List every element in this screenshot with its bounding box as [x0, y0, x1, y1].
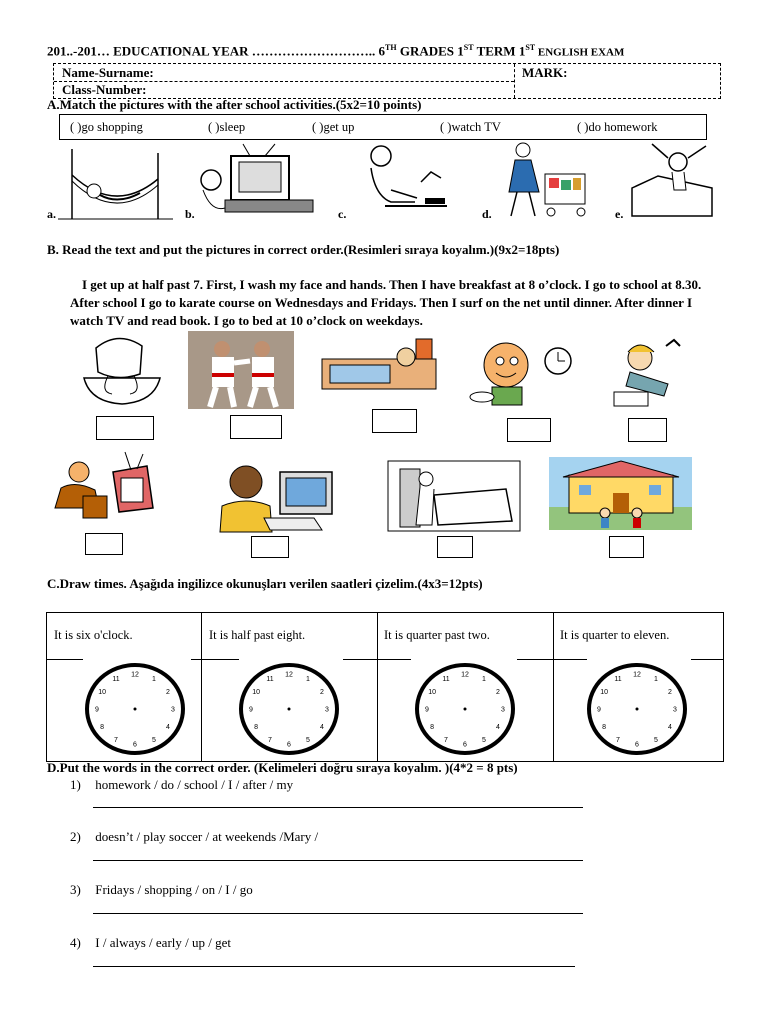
clock-number: 12: [633, 671, 641, 679]
picture-letter-c: c.: [338, 207, 347, 221]
surfing-net-picture: [214, 460, 342, 534]
clock-number: 6: [635, 741, 639, 749]
clock-number: 9: [597, 706, 601, 714]
answer-box-b-6[interactable]: [85, 533, 123, 555]
choice-sleep[interactable]: ( )sleep: [208, 120, 246, 134]
choice-go-shopping[interactable]: ( )go shopping: [70, 120, 143, 134]
clock-face-3[interactable]: [414, 662, 516, 756]
picture-letter-b: b.: [185, 207, 195, 221]
exam-header: [47, 43, 624, 59]
bedroom-wakeup-picture: [320, 335, 438, 393]
question-words: I / always / early / up / get: [95, 935, 231, 950]
clock-label-1: It is six o'clock.: [54, 628, 133, 642]
clock-center-dot: [288, 708, 291, 711]
header-sup-st-2: ST: [525, 43, 536, 52]
clock-number: 10: [252, 689, 260, 696]
section-a-choice-box: [59, 114, 707, 140]
answer-box-b-1[interactable]: [96, 416, 154, 440]
clock-number: 5: [152, 736, 156, 744]
clock-number: 8: [602, 724, 607, 731]
clock-number: 8: [254, 724, 259, 731]
answer-line-d-4[interactable]: [93, 966, 575, 967]
question-number: 2): [70, 829, 81, 844]
clock-number: 3: [501, 706, 505, 714]
section-b-title: B. Read the text and put the pictures in correct order.(Resimleri sıraya koyalım.)(9x2=18pts): [47, 242, 560, 257]
header-sup-th: TH: [385, 43, 397, 52]
answer-box-b-7[interactable]: [251, 536, 289, 558]
clock-number: 11: [442, 676, 450, 684]
clock-number: 1: [654, 676, 658, 684]
clock-number: 2: [667, 689, 672, 696]
choice-get-up[interactable]: ( )get up: [312, 120, 355, 134]
clock-number: 9: [425, 706, 429, 714]
clock-label-2: It is half past eight.: [209, 628, 306, 642]
clock-number: 8: [100, 724, 105, 731]
choice-do-homework[interactable]: ( )do homework: [577, 120, 658, 134]
clock-number: 7: [444, 736, 448, 744]
section-a-title: A.Match the pictures with the after school activities.(5x2=10 points): [47, 97, 422, 112]
clock-center-dot: [134, 708, 137, 711]
answer-box-b-4[interactable]: [507, 418, 551, 442]
clock-number: 9: [249, 706, 253, 714]
clock-number: 7: [616, 736, 620, 744]
washing-face-picture: [78, 332, 166, 410]
student-info-box: [53, 63, 721, 99]
school-picture: [549, 457, 692, 530]
clock-number: 12: [461, 671, 469, 679]
hammock-picture: [58, 145, 173, 220]
clock-number: 5: [482, 736, 486, 744]
clock-number: 7: [268, 736, 272, 744]
getting-up-picture: [628, 140, 716, 220]
question-d-3: [70, 882, 253, 898]
answer-box-b-2[interactable]: [230, 415, 282, 439]
clock-number: 6: [133, 741, 137, 749]
header-title: 201..-201… EDUCATIONAL YEAR ……………………….. 6: [47, 43, 386, 59]
clock-number: 3: [325, 706, 329, 714]
header-term: TERM 1: [473, 43, 526, 59]
karate-picture: [188, 331, 294, 409]
clock-number: 8: [430, 724, 435, 731]
clock-label-3: It is quarter past two.: [384, 628, 490, 642]
question-words: homework / do / school / I / after / my: [95, 777, 294, 792]
clock-label-4: It is quarter to eleven.: [560, 628, 670, 642]
clock-number: 11: [266, 676, 274, 684]
clock-number: 4: [319, 724, 324, 731]
class-number-label: Class-Number:: [62, 82, 147, 97]
clock-number: 2: [495, 689, 500, 696]
homework-picture: [355, 142, 450, 217]
answer-box-b-3[interactable]: [372, 409, 417, 433]
clock-number: 4: [495, 724, 500, 731]
answer-line-d-1[interactable]: [93, 807, 583, 808]
question-number: 4): [70, 935, 81, 950]
question-number: 1): [70, 777, 81, 792]
clock-number: 2: [319, 689, 324, 696]
question-words: Fridays / shopping / on / I / go: [95, 882, 253, 897]
name-surname-label: Name-Surname:: [62, 65, 154, 80]
clock-number: 2: [165, 689, 170, 696]
clock-number: 7: [114, 736, 118, 744]
clock-number: 1: [152, 676, 156, 684]
clock-number: 12: [285, 671, 293, 679]
mark-label: MARK:: [522, 65, 568, 80]
clock-number: 10: [98, 689, 106, 696]
header-exam: ENGLISH EXAM: [535, 46, 625, 59]
clock-center-dot: [464, 708, 467, 711]
question-number: 3): [70, 882, 81, 897]
clock-number: 3: [171, 706, 175, 714]
answer-line-d-2[interactable]: [93, 860, 583, 861]
clock-face-2[interactable]: [238, 662, 340, 756]
clock-number: 11: [112, 676, 120, 684]
section-b-text: [70, 276, 720, 330]
clock-number: 5: [306, 736, 310, 744]
picture-letter-d: d.: [482, 207, 492, 221]
header-sup-st-1: ST: [463, 43, 474, 52]
picture-letter-a: a.: [47, 207, 56, 221]
question-d-4: [70, 935, 231, 951]
picture-letter-e: e.: [615, 207, 624, 221]
answer-box-b-9[interactable]: [609, 536, 644, 558]
clock-number: 11: [614, 676, 622, 684]
question-words: doesn’t / play soccer / at weekends /Mary /: [95, 829, 319, 844]
clock-number: 3: [673, 706, 677, 714]
question-d-2: [70, 829, 318, 845]
section-d-title: D.Put the words in the correct order. (Kelimeleri doğru sıraya koyalım. )(4*2 = 8 pts): [47, 760, 518, 775]
clock-center-dot: [636, 708, 639, 711]
clock-number: 1: [482, 676, 486, 684]
clock-number: 12: [131, 671, 139, 679]
reading-book-picture: [608, 336, 684, 410]
clock-face-1[interactable]: [84, 662, 186, 756]
going-to-bed-picture: [386, 459, 522, 533]
section-b-paragraph: I get up at half past 7. First, I wash my face and hands. Then I have breakfast at 8 o’clock. I go to school at 8.30. After school I go to karate course on Wednesdays and Fridays. Then I surf on the net until dinner. After dinner I watch TV and read book. I go to bed at 10 o’clock on weekdays.: [70, 277, 702, 328]
section-c-title: C.Draw times. Aşağıda ingilizce okunuşları verilen saatleri çizelim.(4x3=12pts): [47, 576, 483, 591]
clock-number: 6: [287, 741, 291, 749]
clock-number: 4: [165, 724, 170, 731]
clock-number: 1: [306, 676, 310, 684]
answer-line-d-3[interactable]: [93, 913, 583, 914]
answer-box-b-8[interactable]: [437, 536, 473, 558]
tv-watching-picture: [195, 142, 315, 220]
question-d-1: [70, 777, 293, 793]
watching-tv-picture: [47, 450, 157, 524]
clock-number: 6: [463, 741, 467, 749]
clock-number: 9: [95, 706, 99, 714]
choice-watch-tv[interactable]: ( )watch TV: [440, 120, 501, 134]
header-grades: GRADES 1: [396, 43, 464, 59]
breakfast-picture: [466, 335, 574, 411]
clock-number: 10: [428, 689, 436, 696]
shopping-picture: [495, 140, 595, 220]
answer-box-b-5[interactable]: [628, 418, 667, 442]
clock-number: 10: [600, 689, 608, 696]
clock-number: 4: [667, 724, 672, 731]
clock-number: 5: [654, 736, 658, 744]
clock-face-4[interactable]: [586, 662, 688, 756]
